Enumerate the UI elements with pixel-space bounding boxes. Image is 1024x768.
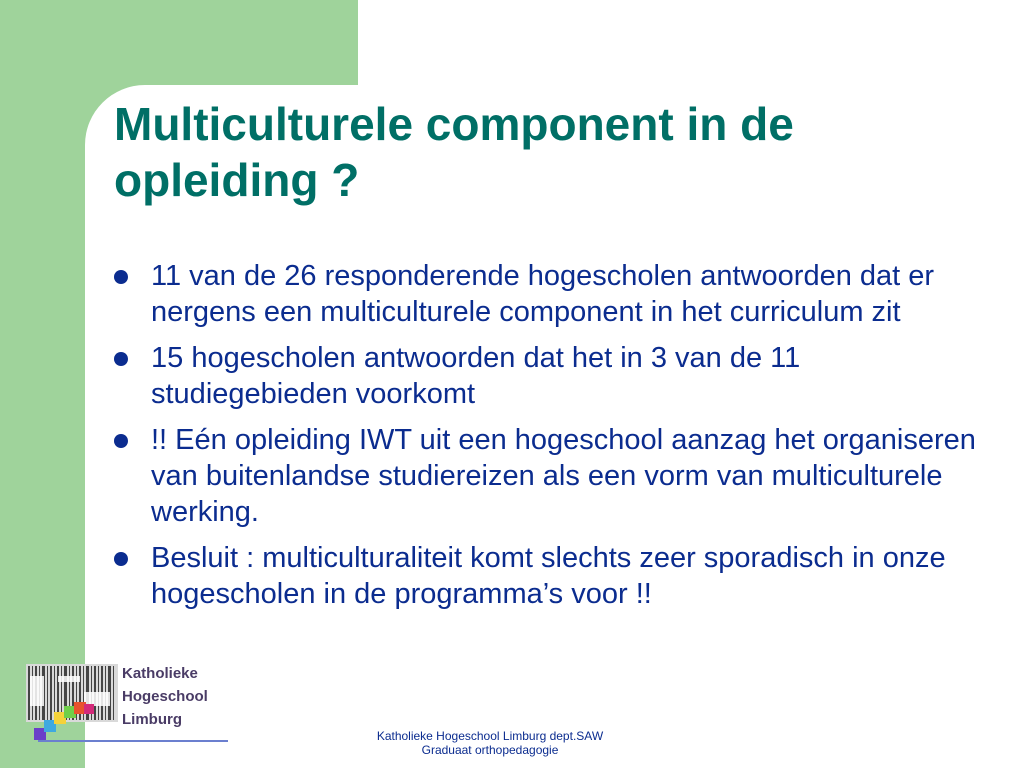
logo-text: [122, 662, 208, 731]
bullet-dot-icon: [114, 270, 128, 284]
bullet-dot-icon: [114, 552, 128, 566]
logo-underline: [38, 740, 228, 742]
bullet-item: [114, 540, 994, 612]
bullet-item: [114, 422, 994, 530]
bullet-text: Besluit : multiculturaliteit komt slechts zeer sporadisch in onze hogescholen in de programma’s voor !!: [151, 542, 946, 610]
footer-line-2: Graduaat orthopedagogie: [421, 743, 559, 757]
bullet-item: [114, 258, 994, 330]
bullet-dot-icon: [114, 352, 128, 366]
khlim-logo-icon: [24, 662, 120, 746]
logo-line-1: Katholieke: [122, 665, 198, 682]
bullet-item: [114, 340, 994, 412]
logo-line-3: Limburg: [122, 711, 182, 728]
slide-title: Multiculturele component in de opleiding ?: [114, 98, 794, 206]
bullet-text: 11 van de 26 responderende hogescholen antwoorden dat er nergens een multiculturele component in het curriculum zit: [151, 260, 935, 328]
bullet-text: !! Eén opleiding IWT uit een hogeschool aanzag het organiseren van buitenlandse studiereizen als een vorm van multiculturele werking.: [151, 424, 976, 528]
khlim-logo: [24, 662, 234, 748]
bullet-text: 15 hogescholen antwoorden dat het in 3 van de 11 studiegebieden voorkomt: [151, 342, 801, 410]
bullet-list: [114, 258, 994, 622]
footer-line-1: Katholieke Hogeschool Limburg dept.SAW: [376, 729, 604, 743]
footer: [330, 729, 650, 757]
bullet-dot-icon: [114, 434, 128, 448]
logo-line-2: Hogeschool: [122, 688, 208, 705]
